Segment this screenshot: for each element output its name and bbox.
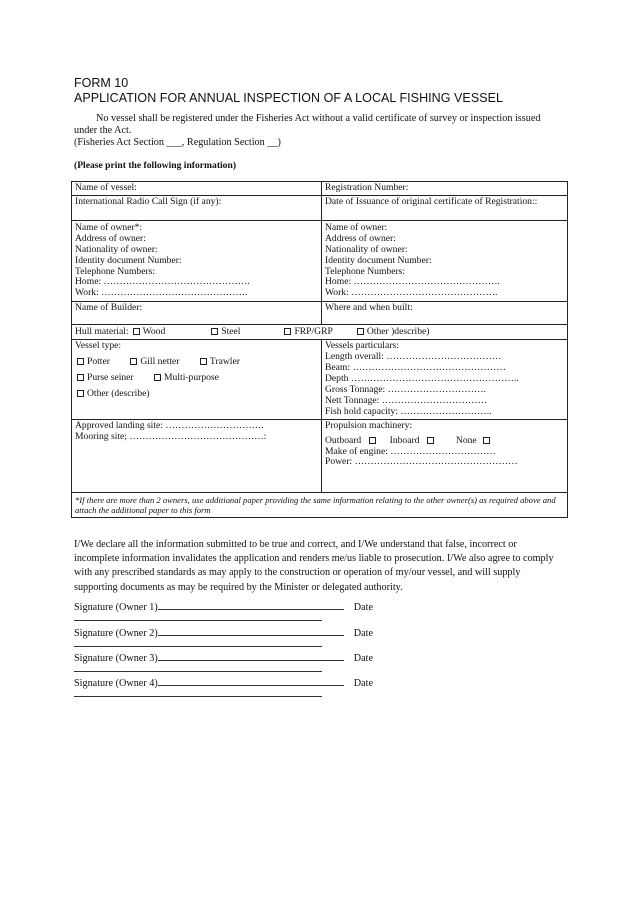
table-row bbox=[72, 182, 567, 195]
date-label: Date bbox=[353, 678, 373, 689]
additional-owners-footnote: *If there are more than 2 owners, use additional paper providing the same information relating to the other owner(s) as required above and attach the additional paper to this form bbox=[75, 494, 556, 515]
owner-2-address: Address of owner: bbox=[325, 233, 396, 244]
call-sign-field[interactable]: International Radio Call Sign (if any): bbox=[72, 196, 322, 220]
owner-2-work: Work: ………………………………………. bbox=[325, 288, 498, 299]
table-row bbox=[72, 220, 567, 301]
propulsion-section bbox=[322, 420, 567, 492]
vessel-type-other[interactable]: Other (describe) bbox=[75, 388, 150, 399]
vessel-type-section bbox=[72, 340, 322, 418]
registration-issue-date-field[interactable]: Date of Issuance of original certificate of Registration:: bbox=[325, 195, 538, 207]
builder-name-field[interactable]: Name of Builder: bbox=[72, 302, 322, 324]
vessel-type-label: Vessel type: bbox=[75, 340, 122, 352]
date-line[interactable] bbox=[74, 665, 322, 672]
owner-1-details[interactable] bbox=[72, 221, 322, 301]
owner-2-home: Home: ………………………………………. bbox=[325, 277, 500, 288]
checkbox-icon[interactable] bbox=[357, 328, 364, 335]
date-label: Date bbox=[353, 653, 373, 664]
owner-2-details[interactable] bbox=[322, 221, 567, 301]
engine-make-field[interactable]: Make of engine: …………………………… bbox=[325, 446, 496, 457]
landing-section bbox=[72, 420, 322, 492]
propulsion-inboard[interactable]: Inboard bbox=[390, 435, 438, 446]
hull-material-row bbox=[72, 325, 567, 339]
owner-2-id-number: Identity document Number: bbox=[325, 255, 432, 266]
owner-1-work: Work: ………………………………………. bbox=[75, 288, 248, 299]
vessel-type-gill-netter[interactable]: Gill netter bbox=[128, 356, 179, 367]
landing-site-field[interactable]: Approved landing site: …………………………. bbox=[75, 420, 264, 431]
propulsion-outboard[interactable]: Outboard bbox=[325, 435, 379, 446]
signature-owner-1 bbox=[74, 600, 494, 621]
checkbox-icon[interactable] bbox=[483, 437, 490, 444]
checkbox-icon[interactable] bbox=[77, 390, 84, 397]
checkbox-icon[interactable] bbox=[211, 328, 218, 335]
signature-owner-4 bbox=[74, 676, 494, 697]
date-label: Date bbox=[353, 628, 373, 639]
print-instruction: (Please print the following information) bbox=[74, 160, 237, 171]
table-row bbox=[72, 301, 567, 324]
date-line[interactable] bbox=[74, 690, 322, 697]
vessel-type-options-row bbox=[75, 372, 318, 384]
owner-2-nationality: Nationality of owner: bbox=[325, 244, 408, 255]
nett-tonnage-field[interactable]: Nett Tonnage: …………………………… bbox=[325, 395, 488, 406]
hull-option-other[interactable]: Other )describe) bbox=[355, 326, 430, 338]
checkbox-icon[interactable] bbox=[130, 358, 137, 365]
date-line[interactable] bbox=[74, 614, 322, 621]
checkbox-icon[interactable] bbox=[77, 374, 84, 381]
date-line[interactable] bbox=[74, 640, 322, 647]
signature-line[interactable] bbox=[158, 600, 344, 610]
propulsion-none[interactable]: None bbox=[456, 435, 493, 446]
owner-1-telephone: Telephone Numbers: bbox=[75, 266, 156, 277]
hull-option-steel[interactable]: Steel bbox=[209, 326, 240, 338]
hull-material-label: Hull material: bbox=[75, 326, 129, 338]
intro-section-reference: (Fisheries Act Section ___, Regulation Section __) bbox=[74, 137, 281, 148]
where-built-field[interactable]: Where and when built: bbox=[325, 302, 413, 314]
owner-1-address: Address of owner: bbox=[75, 233, 146, 244]
owner-1-id-number: Identity document Number: bbox=[75, 255, 182, 266]
registration-number-field[interactable]: Registration Number: bbox=[325, 182, 409, 193]
engine-power-field[interactable]: Power: …………………………………………… bbox=[325, 457, 518, 468]
checkbox-icon[interactable] bbox=[284, 328, 291, 335]
vessel-type-options-row bbox=[75, 388, 318, 400]
vessel-particulars-section bbox=[322, 340, 567, 418]
signature-owner-3 bbox=[74, 651, 494, 672]
table-row bbox=[72, 324, 567, 339]
signature-label: Signature (Owner 3) bbox=[74, 653, 158, 664]
checkbox-icon[interactable] bbox=[77, 358, 84, 365]
declaration-text bbox=[74, 538, 559, 595]
table-row bbox=[72, 339, 567, 418]
checkbox-icon[interactable] bbox=[200, 358, 207, 365]
checkbox-icon[interactable] bbox=[427, 437, 434, 444]
table-row bbox=[72, 492, 567, 517]
signature-line[interactable] bbox=[158, 651, 344, 661]
owner-1-nationality: Nationality of owner: bbox=[75, 244, 158, 255]
vessel-type-options-row bbox=[75, 356, 318, 368]
date-label: Date bbox=[353, 602, 373, 613]
checkbox-icon[interactable] bbox=[369, 437, 376, 444]
signature-label: Signature (Owner 1) bbox=[74, 602, 158, 613]
propulsion-options bbox=[325, 435, 564, 447]
mooring-site-field[interactable]: Mooring site; ……………………………………: bbox=[75, 431, 267, 442]
vessel-type-purse-seiner[interactable]: Purse seiner bbox=[75, 372, 134, 383]
owner-2-telephone: Telephone Numbers: bbox=[325, 266, 406, 277]
signature-line[interactable] bbox=[158, 676, 344, 686]
hull-option-wood[interactable]: Wood bbox=[131, 326, 166, 338]
owner-1-name: Name of owner*: bbox=[75, 222, 143, 233]
signature-owner-2 bbox=[74, 626, 494, 647]
length-overall-field[interactable]: Length overall: ……………………………… bbox=[325, 352, 502, 363]
vessel-type-multi-purpose[interactable]: Multi-purpose bbox=[152, 372, 219, 383]
checkbox-icon[interactable] bbox=[154, 374, 161, 381]
particulars-label: Vessels particulars: bbox=[325, 341, 399, 352]
form-number: FORM 10 bbox=[74, 76, 129, 90]
vessel-name-field[interactable]: Name of vessel: bbox=[72, 182, 322, 195]
vessel-type-trawler[interactable]: Trawler bbox=[198, 356, 240, 367]
hull-option-frp-grp[interactable]: FRP/GRP bbox=[282, 326, 332, 338]
table-row bbox=[72, 419, 567, 492]
fish-hold-capacity-field[interactable]: Fish hold capacity: ……………………….. bbox=[325, 406, 492, 417]
form-title: APPLICATION FOR ANNUAL INSPECTION OF A LOCAL FISHING VESSEL bbox=[74, 91, 503, 105]
vessel-type-potter[interactable]: Potter bbox=[75, 356, 110, 367]
checkbox-icon[interactable] bbox=[133, 328, 140, 335]
intro-text bbox=[74, 113, 554, 149]
signature-label: Signature (Owner 2) bbox=[74, 628, 158, 639]
gross-tonnage-field[interactable]: Gross Tonnage: …………………………. bbox=[325, 384, 486, 395]
signature-line[interactable] bbox=[158, 626, 344, 636]
declaration-paragraph: I/We declare all the information submitted to be true and correct, and I/We understand that false, incorrect or incomplete information invalidates the application and renders me/us liable to prosecution. I/We also agree to comply with any prescribed standards as may apply to the construction or operation of my/our vessel, and will supply supporting documents as may be required by the Minister or delegated authority. bbox=[74, 539, 554, 593]
vessel-info-table bbox=[71, 181, 568, 518]
signature-label: Signature (Owner 4) bbox=[74, 678, 158, 689]
intro-requirement: No vessel shall be registered under the Fisheries Act without a valid certificate of survey or inspection issued under the Act. bbox=[74, 113, 541, 136]
depth-field[interactable]: Depth …………………………………………….. bbox=[325, 373, 519, 384]
beam-field[interactable]: Beam: ………………………………………… bbox=[325, 363, 506, 374]
owner-1-home: Home: ………………………………………. bbox=[75, 277, 250, 288]
propulsion-label: Propulsion machinery: bbox=[325, 419, 413, 431]
owner-2-name: Name of owner: bbox=[325, 222, 388, 233]
table-row bbox=[72, 195, 567, 220]
